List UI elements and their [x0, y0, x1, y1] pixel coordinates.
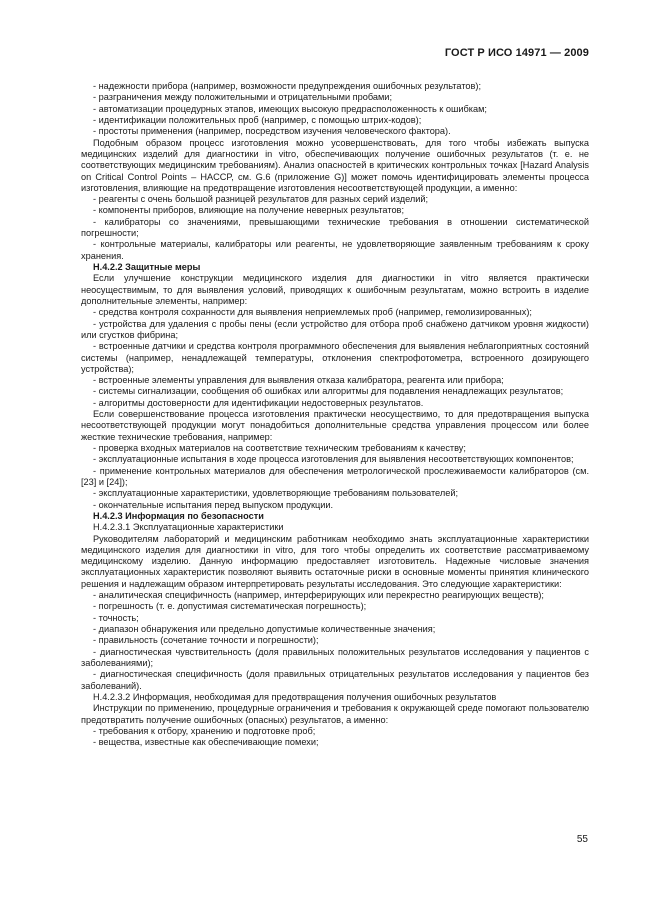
paragraph: - диапазон обнаружения или предельно допустимые количественные значения;	[93, 624, 436, 634]
page-number: 55	[576, 834, 588, 845]
paragraph: - алгоритмы достоверности для идентификации недостоверных результатов.	[93, 397, 424, 408]
section-heading: H.4.2.2 Защитные меры	[93, 262, 201, 272]
paragraph: - встроенные датчики и средства контроля программного обеспечения для выявления неблагоприятных состояний системы (например, ненадлежащей температуры, отклонения спектрофотометра, встроенного дозирующего устройства);	[81, 341, 589, 374]
paragraph: - эксплуатационные испытания в ходе процесса изготовления для выявления несоответствующих компонентов;	[93, 454, 574, 465]
paragraph: - правильность (сочетание точности и погрешности);	[93, 635, 319, 646]
paragraph: - окончательные испытания перед выпуском продукции.	[93, 499, 334, 510]
paragraph: - разграничения между положительными и отрицательными пробами;	[93, 92, 392, 103]
paragraph: - устройства для удаления с пробы пены (если устройство для отбора проб снабжено датчиком уровня жидкости) или сгустков фибрина;	[81, 318, 589, 340]
paragraph: - простоты применения (например, посредством изучения человеческого фактора).	[93, 126, 451, 137]
paragraph: H.4.2.3.1 Эксплуатационные характеристики	[93, 522, 284, 533]
paragraph: Руководителям лабораторий и медицинским работникам необходимо знать эксплуатационные характеристики медицинского изделия для диагностики in vitro, для того чтобы определить их соответствие рассматриваемому медицинскому изделию. Данную информацию предоставляет изготовитель. Надежные числовые значения эксплуатационных характеристик позволяют выявить остаточные риски в основные моменты принятия клинического решения и надлежащим образом интерпретировать результаты исследования. Это следующие характеристики:	[81, 533, 589, 589]
section-heading: H.4.2.3 Информация по безопасности	[93, 510, 264, 521]
paragraph: - диагностическая чувствительность (доля правильных положительных результатов исследования у пациентов с заболеваниями);	[81, 646, 589, 668]
paragraph: Подобным образом процесс изготовления можно усовершенствовать, для того чтобы избежать выпуска медицинских изделий для диагностики in vitro, обеспечивающих получение ошибочных результатов (т. е. не соответствующих медицинским требованиям). Анализ опасностей в критических контрольных точках [Hazard Analysis on Critical Control Points – HACCP, см. G.6 (приложение G)] может помочь идентифицировать элементы процесса изготовления, влияющие на предотвращение изготовления несоответствующей продукции, а именно:	[81, 137, 589, 193]
paragraph: - калибраторы со значениями, превышающими технические требования в отношении систематической погрешности;	[81, 216, 589, 239]
paragraph: - надежности прибора (например, возможности предупреждения ошибочных результатов);	[93, 81, 482, 91]
paragraph: - средства контроля сохранности для выявления неприемлемых проб (например, гемолизированных);	[93, 307, 532, 318]
paragraph: - погрешность (т. е. допустимая систематическая погрешность);	[93, 601, 367, 612]
paragraph: Если совершенствование процесса изготовления практически неосуществимо, то для предотвращения выпуска несоответствующей продукции могут понадобиться дополнительные средства управления процессом или более жесткие технические требования, например:	[81, 409, 589, 442]
paragraph: - автоматизации процедурных этапов, имеющих высокую предрасположенность к ошибкам;	[93, 103, 487, 114]
paragraph: - эксплуатационные характеристики, удовлетворяющие требованиям пользователей;	[93, 488, 459, 499]
paragraph: - встроенные элементы управления для выявления отказа калибратора, реагента или прибора;	[93, 375, 504, 386]
paragraph: - контрольные материалы, калибраторы или реагенты, не удовлетворяющие заявленным требованиям к сроку хранения.	[81, 239, 589, 261]
paragraph: - применение контрольных материалов для обеспечения метрологической прослеживаемости калибраторов (см. [23] и [24]);	[81, 465, 589, 487]
paragraph: - реагенты с очень большой разницей результатов для разных серий изделий;	[93, 194, 429, 205]
paragraph: - требования к отбору, хранению и подготовке проб;	[93, 725, 316, 736]
standard-header: ГОСТ Р ИСО 14971 — 2009	[444, 47, 589, 59]
paragraph: H.4.2.3.2 Информация, необходимая для предотвращения получения ошибочных результатов	[93, 691, 497, 702]
paragraph: - вещества, известные как обеспечивающие помехи;	[93, 737, 319, 748]
paragraph: - проверка входных материалов на соответствие техническим требованиям к качеству;	[93, 443, 466, 453]
paragraph: Инструкции по применению, процедурные ограничения и требования к окружающей среде помогают пользователю предотвратить получение ошибочных (опасных) результатов, а именно:	[81, 703, 589, 725]
paragraph: - идентификации положительных проб (например, с помощью штрих-кодов);	[93, 114, 422, 125]
page-body	[81, 81, 589, 748]
paragraph: Если улучшение конструкции медицинского изделия для диагностики in vitro является практически неосуществимым, то для выявления условий, приводящих к ошибочным результатам, можно встроить в изделие дополнительные элементы, например:	[81, 273, 589, 306]
paragraph: - точность;	[93, 612, 139, 623]
paragraph: - компоненты приборов, влияющие на получение неверных результатов;	[93, 205, 404, 216]
paragraph: - диагностическая специфичность (доля правильных отрицательных результатов исследования у пациентов без заболеваний).	[81, 669, 589, 691]
paragraph: - аналитическая специфичность (например, интерферирующих или перекрестно реагирующих веществ);	[93, 590, 544, 601]
paragraph: - системы сигнализации, сообщения об ошибках или алгоритмы для подавления ненадлежащих результатов;	[93, 386, 564, 397]
